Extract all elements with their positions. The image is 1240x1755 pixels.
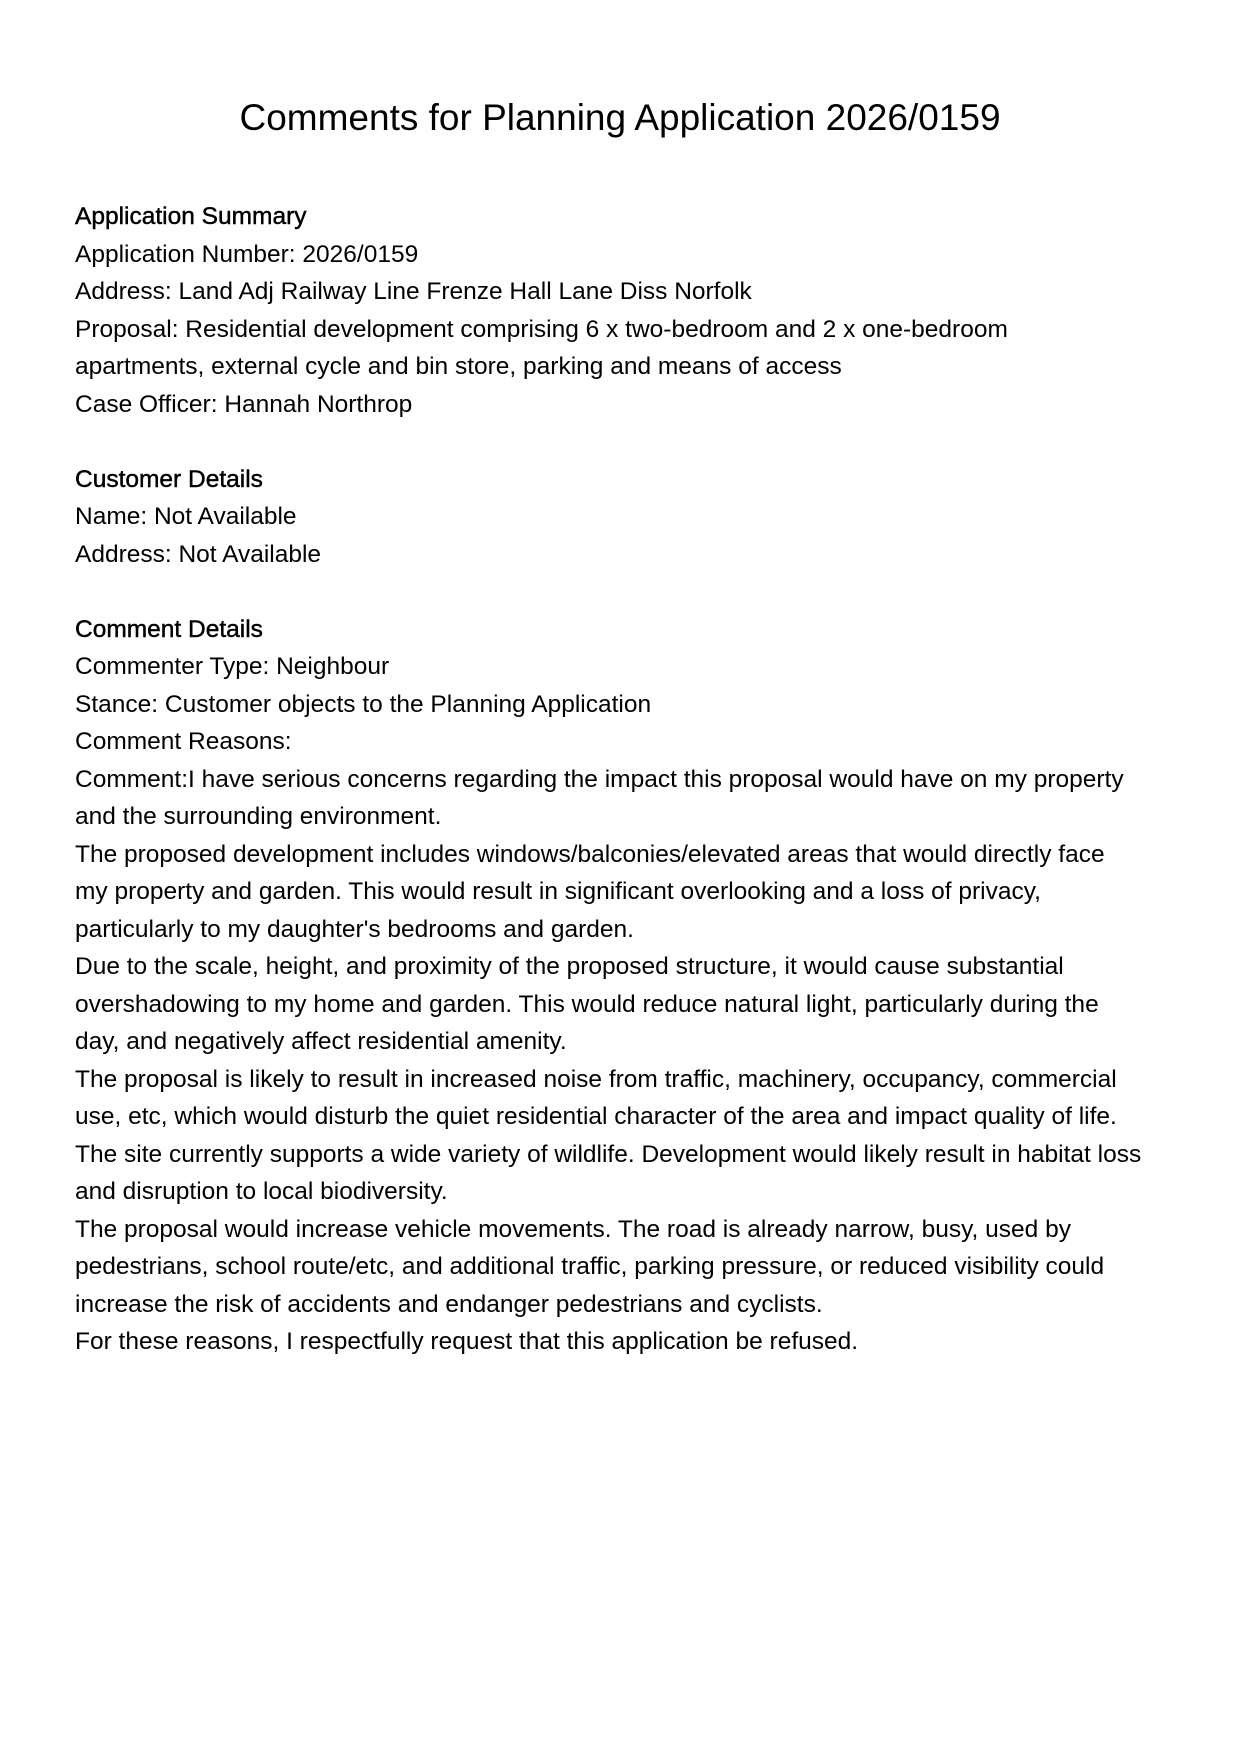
comment-details-heading: Comment Details [75, 615, 263, 643]
customer-details-heading: Customer Details [75, 465, 263, 493]
application-summary-section [75, 198, 1175, 423]
comment-paragraph-line: The proposed development includes windows/balconies/elevated areas that would directly face [75, 840, 1105, 868]
application-address: Address: Land Adj Railway Line Frenze Hall Lane Diss Norfolk [75, 278, 752, 305]
commenter-type: Commenter Type: Neighbour [75, 653, 390, 680]
comment-paragraph-line: The site currently supports a wide variety of wildlife. Development would likely result in habitat loss [75, 1140, 1142, 1168]
comment-paragraph-line: my property and garden. This would result in significant overlooking and a loss of privacy, [75, 878, 1041, 905]
comment-paragraph-line: The proposal would increase vehicle movements. The road is already narrow, busy, used by [75, 1215, 1071, 1243]
comment-paragraph [75, 1211, 1175, 1324]
comment-reasons-label: Comment Reasons: [75, 728, 292, 755]
comment-details-section [75, 611, 1175, 1361]
customer-details-section [75, 461, 1175, 574]
comment-paragraph-line: The proposal is likely to result in increased noise from traffic, machinery, occupancy, commercial [75, 1065, 1117, 1093]
comment-paragraph [75, 1136, 1175, 1211]
application-summary-heading: Application Summary [75, 203, 307, 230]
comment-paragraph-line: and disruption to local biodiversity. [75, 1178, 448, 1205]
comment-paragraph-line: overshadowing to my home and garden. This would reduce natural light, particularly during the [75, 990, 1099, 1018]
comment-paragraph-line: particularly to my daughter's bedrooms and garden. [75, 915, 634, 943]
comment-paragraph-line: Due to the scale, height, and proximity of the proposed structure, it would cause substantial [75, 953, 1064, 980]
planning-comment-content [75, 198, 1175, 1361]
customer-name: Name: Not Available [75, 503, 297, 530]
comment-paragraph-line: pedestrians, school route/etc, and additional traffic, parking pressure, or reduced visibility could [75, 1253, 1105, 1280]
page-title: Comments for Planning Application 2026/0159 [239, 97, 1001, 138]
comment-paragraph [75, 836, 1175, 949]
comment-paragraph [75, 1323, 1175, 1361]
comment-paragraph [75, 1061, 1175, 1136]
proposal-line-2: apartments, external cycle and bin store, parking and means of access [75, 353, 842, 380]
comment-paragraph-line: Comment:I have serious concerns regarding the impact this proposal would have on my property [75, 765, 1124, 793]
application-number: Application Number: 2026/0159 [75, 240, 419, 268]
comment-paragraph-line: use, etc, which would disturb the quiet residential character of the area and impact quality of life. [75, 1103, 1117, 1130]
comment-paragraph-line: and the surrounding environment. [75, 803, 442, 830]
comment-paragraph-line: For these reasons, I respectfully request that this application be refused. [75, 1328, 859, 1355]
proposal-line-1: Proposal: Residential development comprising 6 x two-bedroom and 2 x one-bedroom [75, 315, 1008, 343]
comment-paragraph-line: increase the risk of accidents and endanger pedestrians and cyclists. [75, 1290, 823, 1318]
customer-address: Address: Not Available [75, 540, 322, 568]
case-officer: Case Officer: Hannah Northrop [75, 390, 413, 418]
comment-paragraph-line: day, and negatively affect residential amenity. [75, 1028, 567, 1055]
comment-paragraph [75, 948, 1175, 1061]
comment-stance: Stance: Customer objects to the Planning Application [75, 690, 652, 718]
comment-paragraph [75, 761, 1175, 836]
